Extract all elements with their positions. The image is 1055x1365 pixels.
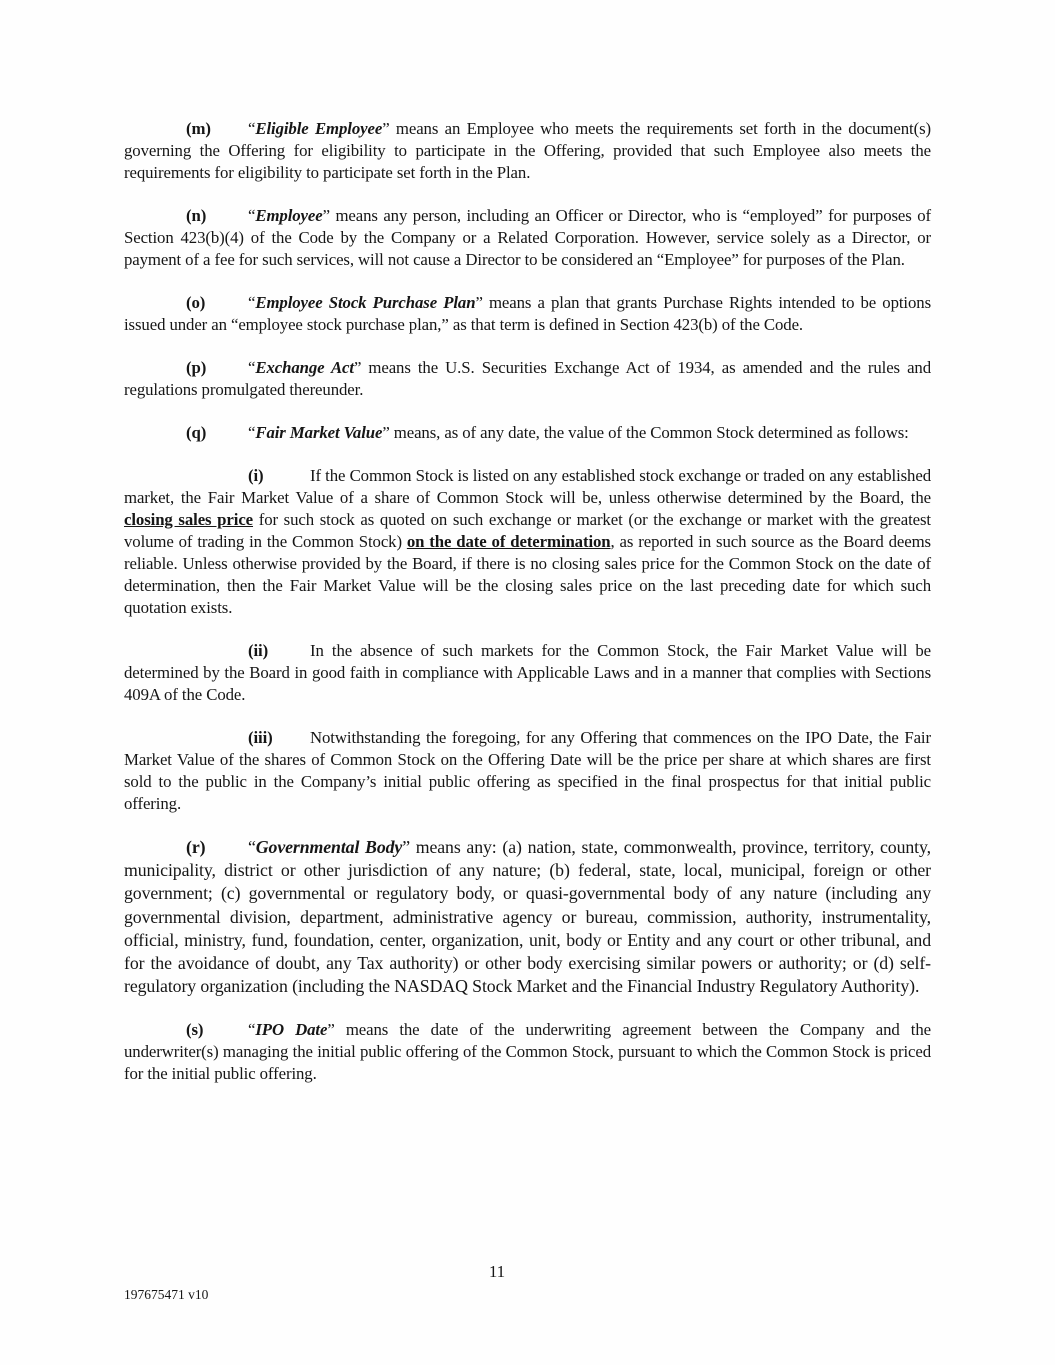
body-text: , as reported in such source as the Board deems reliable. Unless otherwise provided by the Board, if there is no closing sales price for the Common Stock on the date of determination, then the Fair Market Value will be the closing sales price on the last preceding date for which such quotation exists.	[124, 532, 931, 617]
paragraph-ii	[124, 640, 931, 706]
emphasized-text: Employee	[255, 206, 323, 225]
document-id: 197675471 v10	[124, 1287, 209, 1302]
body-text: ” means the date of the underwriting agreement between the Company and the underwriter(s) managing the initial public offering of the Common Stock, pursuant to which the Common Stock is priced for the initial public offering.	[124, 1020, 932, 1084]
paragraph-r	[124, 836, 931, 998]
paragraph-q	[124, 422, 931, 444]
paragraph-p	[124, 357, 931, 401]
paragraph-label: (s)	[186, 1020, 204, 1040]
paragraph-label: (i)	[248, 466, 264, 485]
paragraph-label: (q)	[186, 423, 207, 442]
paragraph-label: (ii)	[248, 641, 269, 660]
body-text: “	[248, 206, 256, 225]
paragraph-n	[124, 205, 931, 271]
emphasized-text: Eligible Employee	[255, 119, 383, 138]
emphasized-text: Governmental Body	[255, 837, 403, 857]
emphasized-text: Fair Market Value	[255, 423, 383, 442]
body-text: ” means any person, including an Officer or Director, who is “employed” for purposes of Section 423(b)(4) of the Code by the Company or a Related Corporation. However, service solely as a Director, or payment of a fee for such services, will not cause a Director to be considered an “Employee” for purposes of the Plan.	[124, 206, 931, 269]
paragraph-o	[124, 292, 931, 336]
body-text: ” means a plan that grants Purchase Rights intended to be options issued under an “employee stock purchase plan,” as that term is defined in Section 423(b) of the Code.	[124, 293, 932, 334]
body-text: ” means the U.S. Securities Exchange Act of 1934, as amended and the rules and regulations promulgated thereunder.	[124, 358, 931, 399]
body-text: ” means any: (a) nation, state, commonwealth, province, territory, county, municipality, district or other jurisdiction of any nature; (b) federal, state, local, municipal, foreign or other government; (c) governmental or regulatory body, or quasi-governmental body of any nature (including any governmental division, department, administrative agency or bureau, commission, authority, instrumentality, official, ministry, fund, foundation, center, organization, unit, body or Entity and any court or other tribunal, and for the avoidance of doubt, any Tax authority) or other body exercising similar powers or authority; or (d) self-regulatory organization (including the NASDAQ Stock Market and the Financial Industry Regulatory Authority).	[124, 837, 931, 997]
emphasized-text: Employee Stock Purchase Plan	[255, 293, 476, 312]
page-footer	[0, 1261, 994, 1283]
body-text: In the absence of such markets for the Common Stock, the Fair Market Value will be determined by the Board in good faith in compliance with Applicable Laws and in a manner that complies with Sections 409A of the Code.	[124, 641, 931, 704]
body-text: “	[248, 358, 256, 377]
paragraph-m	[124, 118, 931, 184]
paragraph-label: (iii)	[248, 728, 273, 747]
paragraph-i	[124, 465, 931, 619]
emphasized-text: IPO Date	[255, 1020, 328, 1040]
body-text: “	[248, 423, 256, 442]
paragraph-label: (o)	[186, 293, 206, 312]
emphasized-text: on the date of determination	[406, 532, 611, 551]
paragraph-s	[124, 1019, 931, 1085]
paragraph-label: (n)	[186, 206, 207, 225]
body-text: “	[248, 293, 256, 312]
emphasized-text: Exchange Act	[255, 358, 354, 377]
body-text: “	[248, 1020, 256, 1040]
paragraph-iii	[124, 727, 931, 815]
body-text: If the Common Stock is listed on any established stock exchange or traded on any established market, the Fair Market Value of a share of Common Stock will be, unless otherwise determined by the Board, the	[124, 466, 931, 507]
page-number: 11	[488, 1262, 506, 1281]
paragraph-label: (m)	[186, 119, 211, 138]
body-text: “	[248, 837, 256, 857]
emphasized-text: closing sales price	[124, 510, 254, 529]
body-text: Notwithstanding the foregoing, for any Offering that commences on the IPO Date, the Fair Market Value of the shares of Common Stock on the Offering Date will be the price per share at which shares are first sold to the public in the Company’s initial public offering as specified in the final prospectus for that initial public offering.	[124, 728, 931, 813]
body-text: for such stock as quoted on such exchange or market (or the exchange or market with the greatest volume of trading in the Common Stock)	[124, 510, 931, 551]
document-content	[124, 118, 931, 1106]
body-text: ” means an Employee who meets the requirements set forth in the document(s) governing the Offering for eligibility to participate in the Offering, provided that such Employee also meets the requirements for eligibility to participate set forth in the Plan.	[124, 119, 931, 182]
body-text: ” means, as of any date, the value of the Common Stock determined as follows:	[382, 423, 909, 442]
paragraph-label: (p)	[186, 358, 207, 377]
paragraph-label: (r)	[186, 837, 206, 857]
body-text: “	[248, 119, 256, 138]
